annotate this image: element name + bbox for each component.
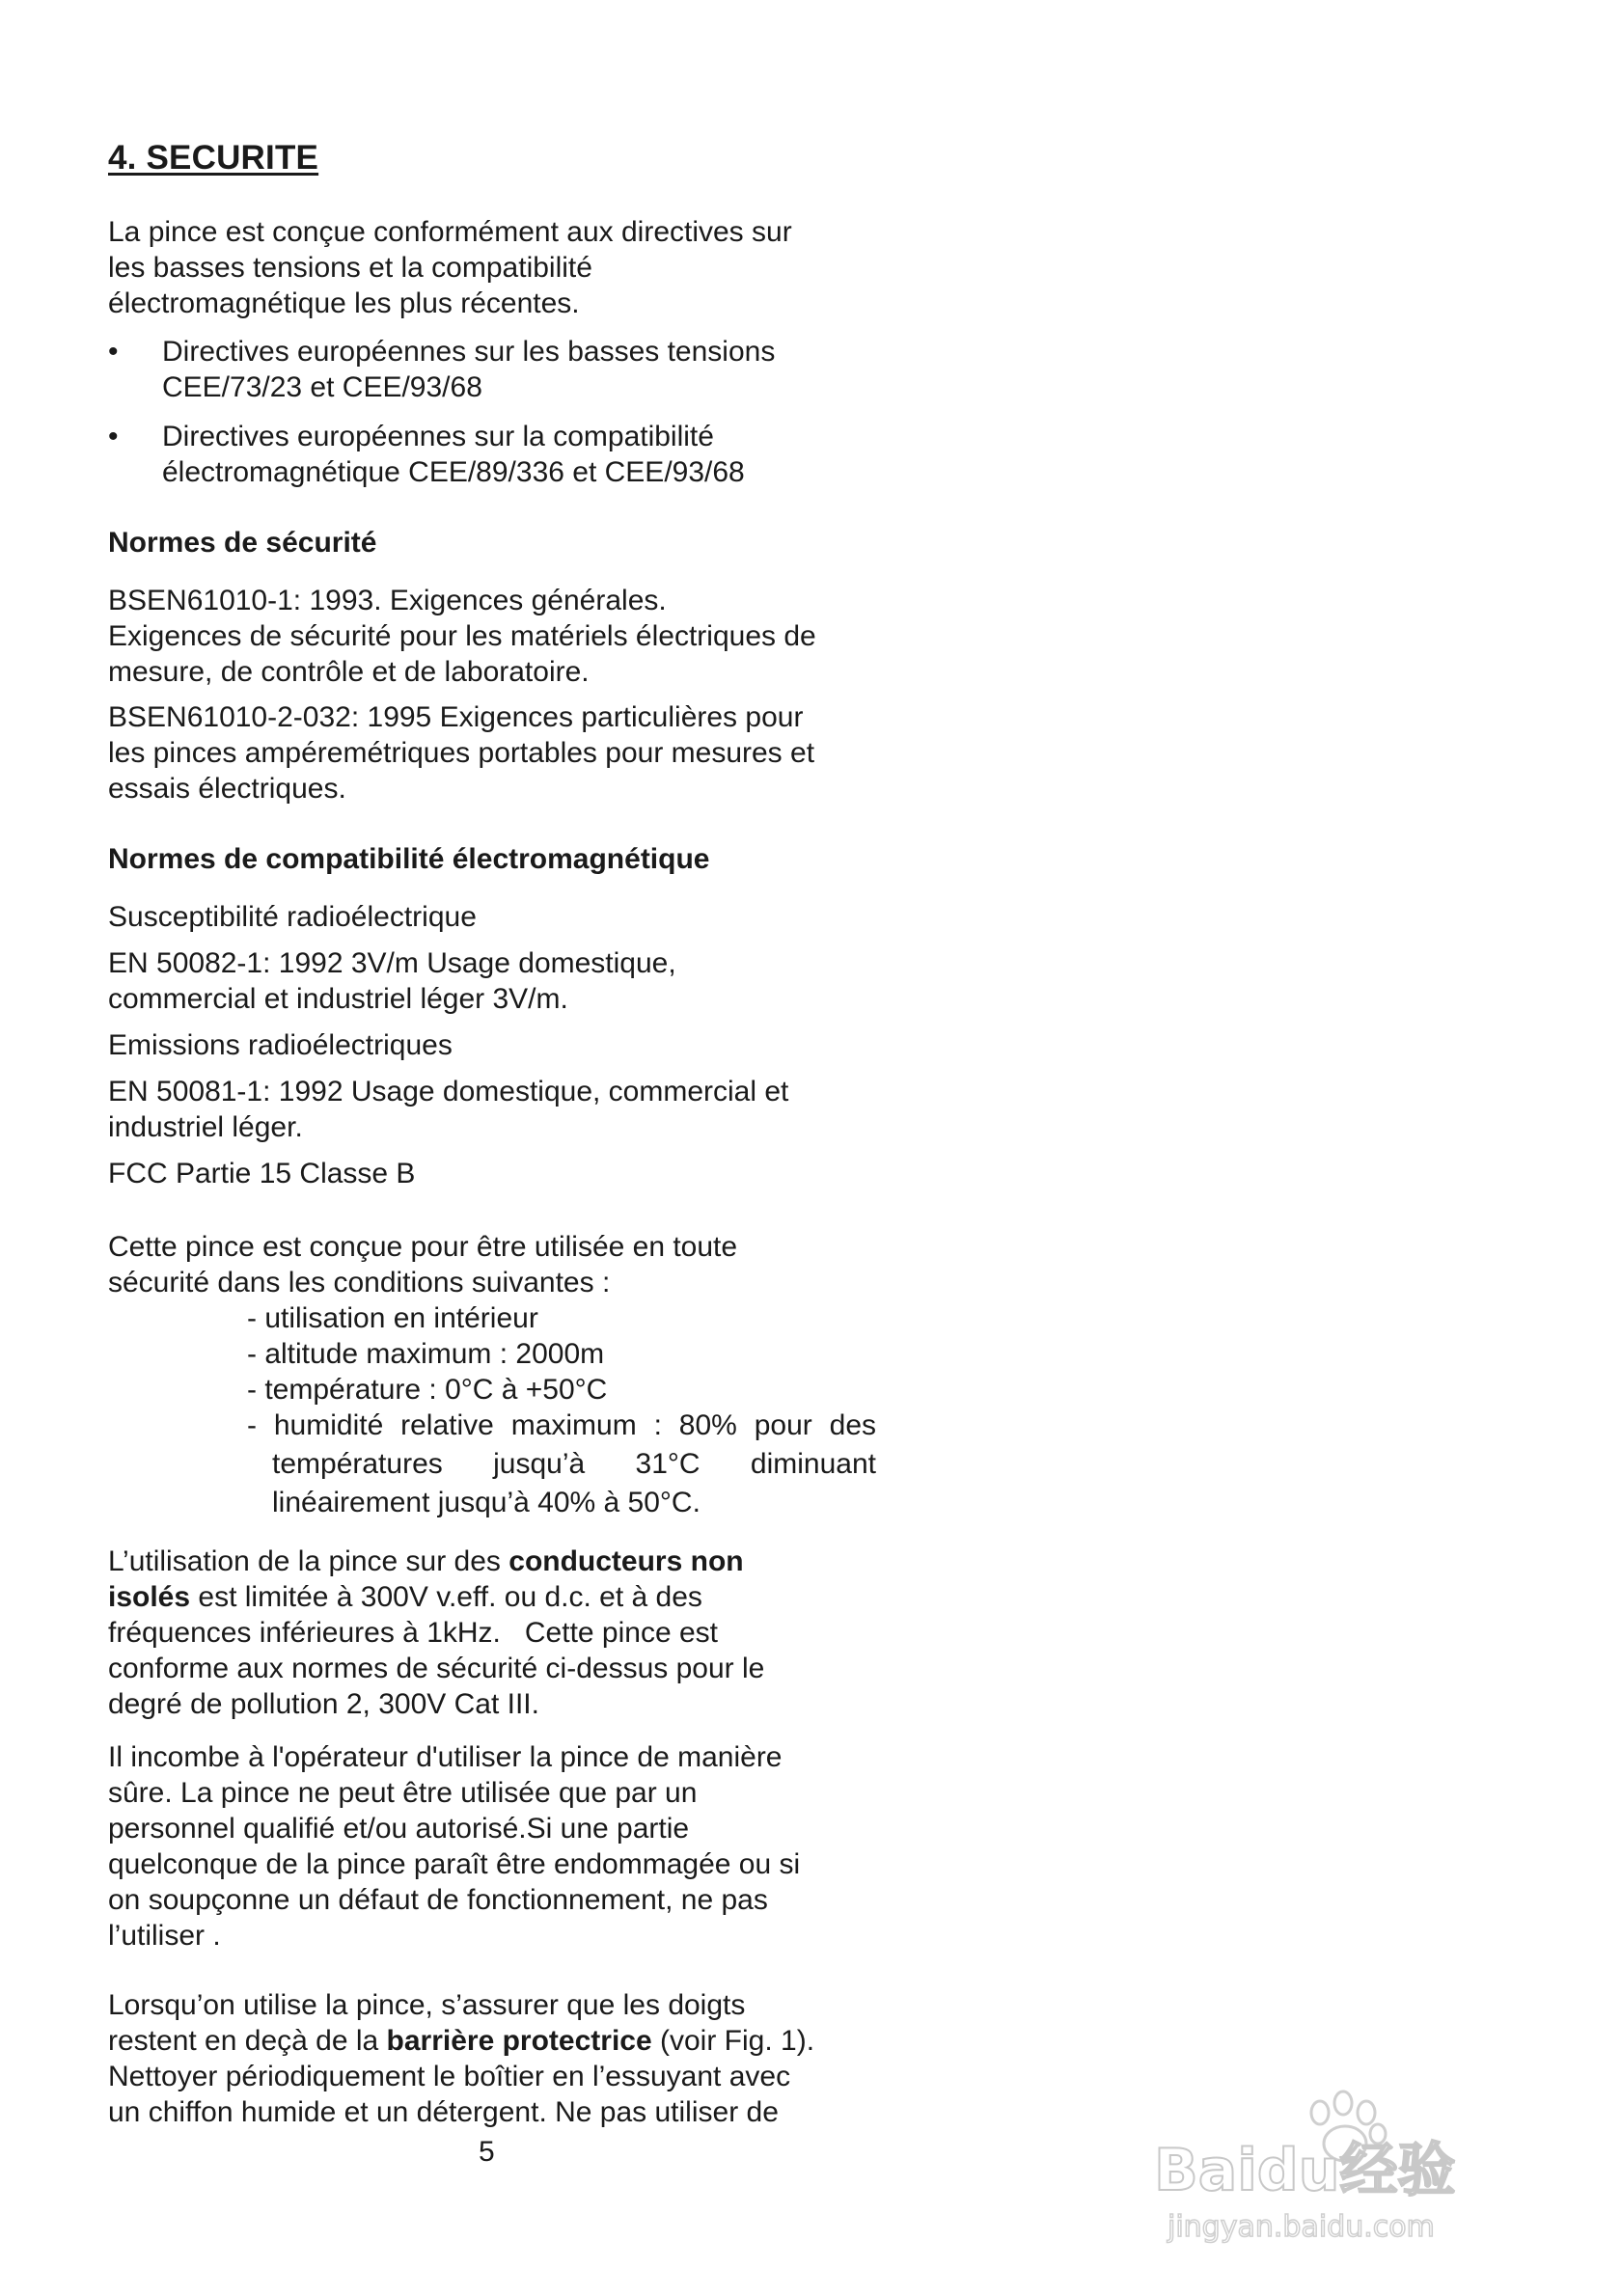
text-span: L’utilisation de la pince sur des xyxy=(108,1545,509,1577)
bullet-line: électromagnétique CEE/89/336 et CEE/93/68 xyxy=(162,456,745,488)
bullet-dot: • xyxy=(108,421,119,452)
conducteurs-paragraph xyxy=(108,1544,880,1722)
intro-line: électromagnétique les plus récentes. xyxy=(108,287,580,319)
bold-text: conducteurs non xyxy=(508,1545,744,1577)
conditions-intro xyxy=(108,1229,880,1300)
bold-text: isolés xyxy=(108,1581,191,1613)
paragraph-line: commercial et industriel léger 3V/m. xyxy=(108,983,568,1015)
normes-cem-title: Normes de compatibilité électromagnétique xyxy=(108,843,710,875)
normes-securite-title: Normes de sécurité xyxy=(108,527,377,559)
operateur-paragraph xyxy=(108,1739,880,1954)
paragraph-line: l’utiliser . xyxy=(108,1920,221,1952)
emissions-text: Emissions radioélectriques xyxy=(108,1029,453,1061)
condition-item: - température : 0°C à +50°C xyxy=(247,1374,608,1406)
paragraph-line: EN 50082-1: 1992 3V/m Usage domestique, xyxy=(108,947,676,979)
text-span: (voir Fig. 1). xyxy=(651,2025,815,2057)
condition-line: températures jusqu’à 31°C diminuant xyxy=(272,1448,876,1480)
paragraph-line: un chiffon humide et un détergent. Ne pas utiliser de xyxy=(108,2096,779,2128)
paragraph-line: degré de pollution 2, 300V Cat III. xyxy=(108,1688,539,1720)
bullet-item xyxy=(108,419,880,496)
paragraph-line: les pinces ampéremétriques portables pour mesures et xyxy=(108,737,815,769)
utilisation-paragraph xyxy=(108,1987,880,2130)
paragraph-line: on soupçonne un défaut de fonctionnement, ne pas xyxy=(108,1884,768,1916)
susceptibilite-text: Susceptibilité radioélectrique xyxy=(108,901,477,933)
paragraph-line: sûre. La pince ne peut être utilisée que par un xyxy=(108,1777,698,1809)
bullet-line: CEE/73/23 et CEE/93/68 xyxy=(162,371,482,403)
condition-item: - altitude maximum : 2000m xyxy=(247,1338,605,1370)
bullet-dot: • xyxy=(108,336,119,368)
paragraph-line xyxy=(108,2023,880,2059)
bullet-item xyxy=(108,334,880,411)
condition-line: - humidité relative maximum : 80% pour des xyxy=(247,1409,876,1441)
paragraph-line xyxy=(108,1544,880,1579)
intro-line: les basses tensions et la compatibilité xyxy=(108,252,592,284)
intro-paragraph xyxy=(108,214,880,321)
paragraph-line: industriel léger. xyxy=(108,1111,303,1143)
watermark-url: jingyan.baidu.com xyxy=(1168,2210,1435,2244)
condition-item: - utilisation en intérieur xyxy=(247,1302,538,1334)
paragraph-line: Lorsqu’on utilise la pince, s’assurer que les doigts xyxy=(108,1989,746,2021)
page-number: 5 xyxy=(479,2136,495,2168)
fcc-text: FCC Partie 15 Classe B xyxy=(108,1158,416,1189)
intro-line: La pince est conçue conformément aux directives sur xyxy=(108,216,792,248)
en50082-paragraph xyxy=(108,945,880,1017)
bsen61010-2-paragraph xyxy=(108,699,880,806)
paw-toe xyxy=(1334,2091,1352,2115)
paragraph-line: BSEN61010-2-032: 1995 Exigences particulières pour xyxy=(108,701,804,733)
section-heading: 4. SECURITE xyxy=(108,139,319,177)
paragraph-line: fréquences inférieures à 1kHz. Cette pince est xyxy=(108,1617,718,1649)
paragraph-line xyxy=(108,1579,880,1615)
conditions-list xyxy=(247,1300,874,1408)
bold-text: barrière protectrice xyxy=(386,2025,652,2057)
paragraph-line: Exigences de sécurité pour les matériels électriques de xyxy=(108,620,816,652)
paragraph-line: BSEN61010-1: 1993. Exigences générales. xyxy=(108,585,667,616)
paw-toe xyxy=(1358,2101,1375,2124)
paragraph-line: sécurité dans les conditions suivantes : xyxy=(108,1267,611,1298)
condition-line: linéairement jusqu’à 40% à 50°C. xyxy=(272,1487,701,1518)
paragraph-line: quelconque de la pince paraît être endommagée ou si xyxy=(108,1848,801,1880)
text-span: est limitée à 300V v.eff. ou d.c. et à des xyxy=(190,1581,702,1613)
paragraph-line: Cette pince est conçue pour être utilisée en toute xyxy=(108,1231,738,1263)
paragraph-line: Nettoyer périodiquement le boîtier en l’essuyant avec xyxy=(108,2061,791,2092)
baidu-watermark xyxy=(1154,2074,1540,2248)
text-span: restent en deçà de la xyxy=(108,2025,387,2057)
paragraph-line: Il incombe à l'opérateur d'utiliser la pince de manière xyxy=(108,1741,783,1773)
bullet-line: Directives européennes sur les basses tensions xyxy=(162,336,776,368)
paragraph-line: mesure, de contrôle et de laboratoire. xyxy=(108,656,590,688)
bsen61010-1-paragraph xyxy=(108,583,880,690)
en50081-paragraph xyxy=(108,1074,880,1145)
paragraph-line: conforme aux normes de sécurité ci-dessus pour le xyxy=(108,1653,765,1684)
paragraph-line: EN 50081-1: 1992 Usage domestique, commercial et xyxy=(108,1076,789,1107)
bullet-line: Directives européennes sur la compatibilité xyxy=(162,421,714,452)
paw-toe xyxy=(1311,2101,1329,2124)
watermark-brand: Baidu经验 xyxy=(1154,2137,1456,2204)
paragraph-line: essais électriques. xyxy=(108,773,346,805)
condition-humidite xyxy=(247,1407,876,1522)
paragraph-line: personnel qualifié et/ou autorisé.Si une partie xyxy=(108,1813,690,1845)
